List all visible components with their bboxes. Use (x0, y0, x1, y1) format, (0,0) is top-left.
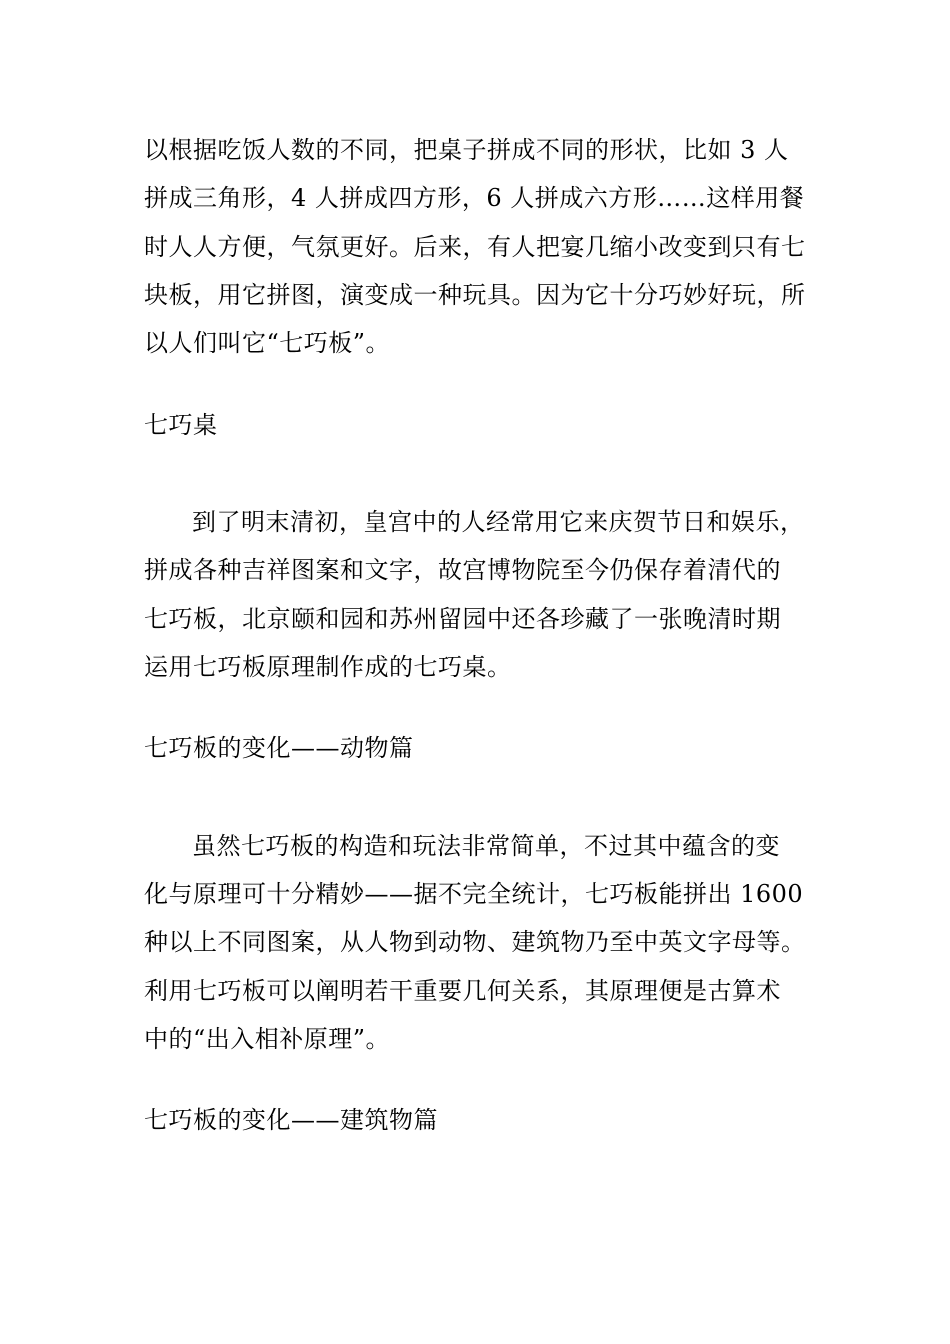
paragraph-2-line-4: 运用七巧板原理制作成的七巧桌。 (144, 653, 512, 681)
heading-1: 七巧桌 (144, 411, 218, 439)
paragraph-2-line-3: 七巧板，北京颐和园和苏州留园中还各珍藏了一张晚清时期 (144, 605, 781, 633)
paragraph-1-line-3: 时人人方便，气氛更好。后来，有人把宴几缩小改变到只有七 (144, 233, 806, 261)
paragraph-3-line-4: 利用七巧板可以阐明若干重要几何关系，其原理便是古算术 (144, 977, 781, 1005)
paragraph-1-line-5: 以人们叫它“七巧板”。 (144, 329, 391, 357)
paragraph-3-line-3: 种以上不同图案，从人物到动物、建筑物乃至中英文字母等。 (144, 928, 806, 956)
paragraph-3-line-5: 中的“出入相补原理”。 (144, 1025, 391, 1053)
paragraph-3-line-1: 虽然七巧板的构造和玩法非常简单，不过其中蕴含的变 (192, 832, 780, 860)
paragraph-1-line-2: 拼成三角形，4 人拼成四方形，6 人拼成六方形……这样用餐 (144, 184, 805, 212)
heading-3: 七巧板的变化——建筑物篇 (144, 1106, 438, 1134)
paragraph-1-line-1: 以根据吃饭人数的不同，把桌子拼成不同的形状，比如 3 人 (144, 136, 789, 164)
paragraph-2-line-2: 拼成各种吉祥图案和文字，故宫博物院至今仍保存着清代的 (144, 556, 781, 584)
paragraph-3-line-2: 化与原理可十分精妙——据不完全统计，七巧板能拼出 1600 (144, 880, 804, 908)
paragraph-1-line-4: 块板，用它拼图，演变成一种玩具。因为它十分巧妙好玩，所 (144, 281, 806, 309)
heading-2: 七巧板的变化——动物篇 (144, 734, 414, 762)
paragraph-2-line-1: 到了明末清初，皇宫中的人经常用它来庆贺节日和娱乐， (192, 508, 805, 536)
